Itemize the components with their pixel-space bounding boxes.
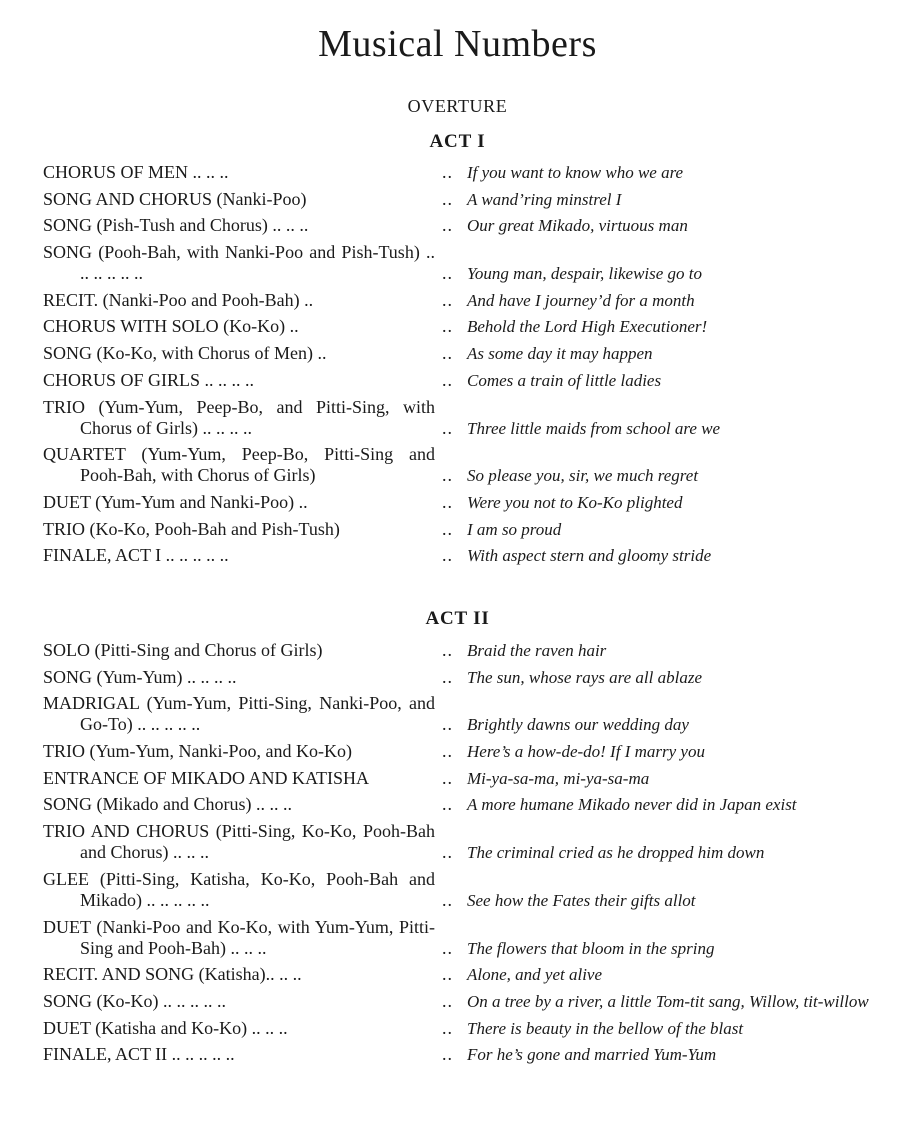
list-item <box>43 492 883 513</box>
list-item <box>43 869 883 911</box>
list-item <box>43 242 883 284</box>
dot-leader: .. <box>442 465 453 486</box>
number-label-cell <box>43 189 453 210</box>
list-item <box>43 640 883 661</box>
list-item <box>43 215 883 236</box>
number-title: RECIT. AND SONG (Katisha).. .. .. <box>43 964 302 985</box>
number-label-cell <box>43 215 453 236</box>
list-item <box>43 343 883 364</box>
number-label-cell <box>43 991 453 1012</box>
dot-leader: .. <box>442 1017 453 1038</box>
number-label-cell <box>43 316 453 337</box>
number-title: QUARTET (Yum-Yum, Peep-Bo, Pitti-Sing and Pooh-Bah, with Chorus of Girls) <box>43 444 435 486</box>
number-label-cell <box>43 917 453 959</box>
number-title: TRIO (Yum-Yum, Nanki-Poo, and Ko-Ko) <box>43 741 352 762</box>
list-item <box>43 444 883 486</box>
dot-leader: .. <box>442 316 453 337</box>
number-label-cell <box>43 964 453 985</box>
act-2-heading: ACT II <box>425 608 490 629</box>
number-title: DUET (Yum-Yum and Nanki-Poo) .. <box>43 491 308 512</box>
number-title: SOLO (Pitti-Sing and Chorus of Girls) <box>43 640 323 660</box>
list-item <box>43 821 883 863</box>
list-item <box>43 917 883 959</box>
dot-leader: .. <box>442 964 453 985</box>
number-label-cell <box>43 370 453 391</box>
number-title: SONG (Mikado and Chorus) .. .. .. <box>43 794 292 815</box>
number-label-cell <box>43 444 453 486</box>
number-label-cell <box>43 794 453 815</box>
number-title: TRIO (Ko-Ko, Pooh-Bah and Pish-Tush) <box>43 518 340 539</box>
dot-leader: .. <box>442 417 453 438</box>
dot-leader: .. <box>442 518 453 539</box>
number-first-line: As some day it may happen <box>467 344 653 364</box>
list-item <box>43 1018 883 1039</box>
dot-leader: .. <box>442 343 453 364</box>
dot-leader: .. <box>442 666 453 687</box>
number-label-cell <box>43 492 453 513</box>
number-first-line: Three little maids from school are we <box>467 418 721 438</box>
number-first-line: Young man, despair, likewise go to <box>467 264 703 284</box>
act-2-list <box>43 640 883 1071</box>
dot-leader: .. <box>442 545 453 566</box>
list-item <box>43 768 883 789</box>
number-title: RECIT. (Nanki-Poo and Pooh-Bah) .. <box>43 289 314 310</box>
number-label-cell <box>43 545 453 566</box>
number-title: SONG (Yum-Yum) .. .. .. .. <box>43 666 237 687</box>
list-item <box>43 290 883 311</box>
number-title: SONG (Ko-Ko) .. .. .. .. .. <box>43 990 226 1011</box>
number-label-cell <box>43 343 453 364</box>
page-title: Musical Numbers <box>318 23 597 65</box>
list-item <box>43 316 883 337</box>
number-label-cell <box>43 768 453 789</box>
number-first-line: Here’s a how-de-do! If I marry you <box>467 742 705 762</box>
list-item <box>43 519 883 540</box>
number-first-line: Behold the Lord High Executioner! <box>467 317 708 337</box>
dot-leader: .. <box>442 289 453 310</box>
number-label-cell <box>43 519 453 540</box>
dot-leader: .. <box>442 188 453 209</box>
list-item <box>43 693 883 735</box>
number-label-cell <box>43 869 453 911</box>
dot-leader: .. <box>442 263 453 284</box>
number-label-cell <box>43 162 453 183</box>
number-label-cell <box>43 821 453 863</box>
number-label-cell <box>43 1044 453 1065</box>
number-first-line: Alone, and yet alive <box>467 965 603 985</box>
list-item <box>43 189 883 210</box>
number-first-line: The sun, whose rays are all ablaze <box>467 667 703 687</box>
number-first-line: Braid the raven hair <box>467 641 607 660</box>
dot-leader: .. <box>442 369 453 390</box>
number-first-line: With aspect stern and gloomy stride <box>467 546 712 566</box>
act-1-list <box>43 162 883 572</box>
number-title: CHORUS WITH SOLO (Ko-Ko) .. <box>43 316 299 337</box>
number-title: DUET (Nanki-Poo and Ko-Ko, with Yum-Yum, Pitti-Sing and Pooh-Bah) .. .. .. <box>43 916 435 958</box>
number-title: MADRIGAL (Yum-Yum, Pitti-Sing, Nanki-Poo, and Go-To) .. .. .. .. .. <box>43 693 435 735</box>
number-first-line: I am so proud <box>467 519 562 539</box>
dot-leader: .. <box>442 741 453 762</box>
number-title: FINALE, ACT II .. .. .. .. .. <box>43 1044 235 1065</box>
number-first-line: So please you, sir, we much regret <box>467 466 699 486</box>
dot-leader: .. <box>442 990 453 1011</box>
dot-leader: .. <box>442 794 453 815</box>
dot-leader: .. <box>442 215 453 236</box>
number-first-line: Mi-ya-sa-ma, mi-ya-sa-ma <box>467 768 650 788</box>
dot-leader: .. <box>442 162 453 182</box>
number-title: SONG AND CHORUS (Nanki-Poo) <box>43 188 307 209</box>
number-title: GLEE (Pitti-Sing, Katisha, Ko-Ko, Pooh-Bah and Mikado) .. .. .. .. .. <box>43 868 435 910</box>
list-item <box>43 741 883 762</box>
dot-leader: .. <box>442 640 453 660</box>
overture-heading: OVERTURE <box>407 96 508 116</box>
number-label-cell <box>43 667 453 688</box>
act-1-heading: ACT I <box>429 131 486 152</box>
dot-leader: .. <box>442 842 453 863</box>
dot-leader: .. <box>442 1044 453 1065</box>
list-item <box>43 991 883 1012</box>
number-first-line: Our great Mikado, virtuous man <box>467 216 688 236</box>
number-title: DUET (Katisha and Ko-Ko) .. .. .. <box>43 1017 288 1038</box>
number-first-line: The flowers that bloom in the spring <box>467 938 715 958</box>
number-title: TRIO AND CHORUS (Pitti-Sing, Ko-Ko, Pooh-Bah and Chorus) .. .. .. <box>43 821 435 863</box>
number-first-line: There is beauty in the bellow of the blast <box>467 1018 744 1038</box>
number-first-line: A more humane Mikado never did in Japan exist <box>467 795 797 815</box>
dot-leader: .. <box>442 714 453 735</box>
dot-leader: .. <box>442 767 453 788</box>
number-title: ENTRANCE OF MIKADO AND KATISHA <box>43 767 370 788</box>
number-title: CHORUS OF MEN .. .. .. <box>43 162 229 182</box>
list-item <box>43 1044 883 1065</box>
number-title: CHORUS OF GIRLS .. .. .. .. <box>43 369 255 390</box>
number-title: SONG (Pish-Tush and Chorus) .. .. .. <box>43 215 309 236</box>
number-title: SONG (Ko-Ko, with Chorus of Men) .. <box>43 343 327 364</box>
number-first-line: The criminal cried as he dropped him down <box>467 843 765 863</box>
number-label-cell <box>43 693 453 735</box>
number-label-cell <box>43 290 453 311</box>
list-item <box>43 545 883 566</box>
list-item <box>43 964 883 985</box>
number-first-line: If you want to know who we are <box>467 163 684 182</box>
number-first-line: And have I journey’d for a month <box>467 290 695 310</box>
list-item <box>43 667 883 688</box>
list-item <box>43 370 883 391</box>
number-title: FINALE, ACT I .. .. .. .. .. <box>43 545 229 566</box>
list-item <box>43 162 883 183</box>
number-label-cell <box>43 741 453 762</box>
number-label-cell <box>43 640 453 661</box>
list-item <box>43 794 883 815</box>
number-label-cell <box>43 242 453 284</box>
number-label-cell <box>43 1018 453 1039</box>
number-label-cell <box>43 397 453 439</box>
number-title: SONG (Pooh-Bah, with Nanki-Poo and Pish-Tush) .. .. .. .. .. .. <box>43 242 435 284</box>
number-first-line: Brightly dawns our wedding day <box>467 715 689 735</box>
number-first-line: For he’s gone and married Yum-Yum <box>467 1045 717 1065</box>
number-first-line: Comes a train of little ladies <box>467 370 662 390</box>
number-first-line: Were you not to Ko-Ko plighted <box>467 492 683 512</box>
dot-leader: .. <box>442 889 453 910</box>
dot-leader: .. <box>442 491 453 512</box>
number-first-line: On a tree by a river, a little Tom-tit sang, Willow, tit-willow <box>467 991 869 1011</box>
list-item <box>43 397 883 439</box>
number-title: TRIO (Yum-Yum, Peep-Bo, and Pitti-Sing, with Chorus of Girls) .. .. .. .. <box>43 396 435 438</box>
dot-leader: .. <box>442 937 453 958</box>
number-first-line: A wand’ring minstrel I <box>467 189 622 209</box>
number-first-line: See how the Fates their gifts allot <box>467 890 696 910</box>
